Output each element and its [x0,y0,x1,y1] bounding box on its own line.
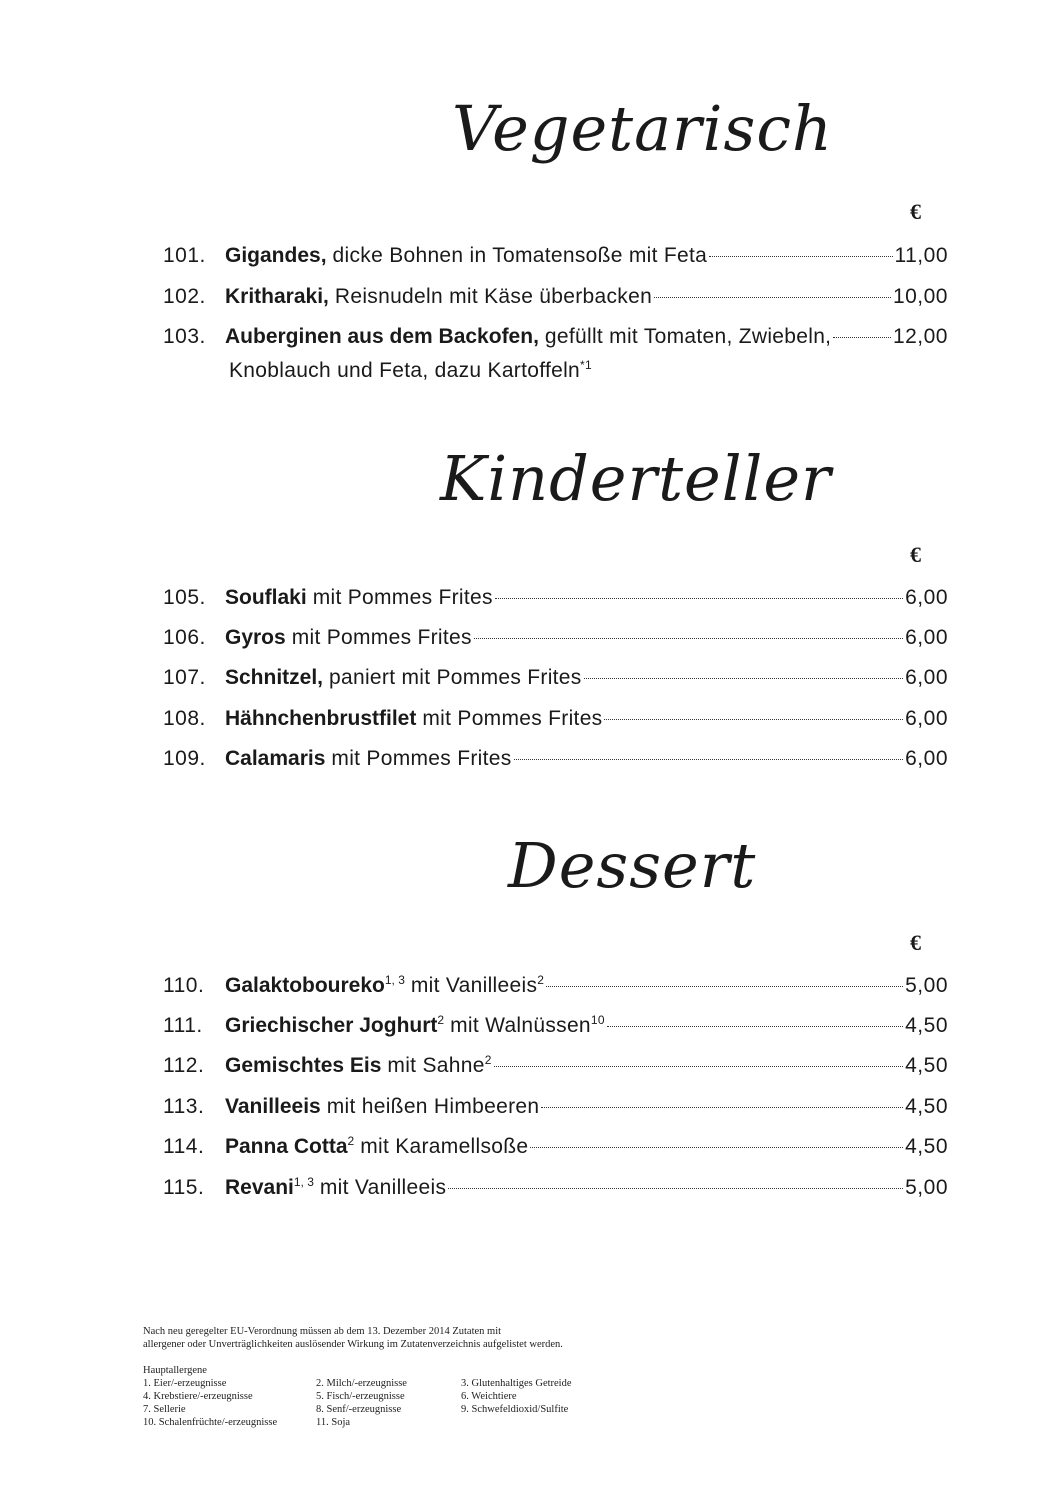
menu-item [163,241,948,271]
item-name: Vanilleeis [225,1095,321,1118]
menu-item [163,1132,948,1162]
section-title-vegetarisch: Vegetarisch [452,92,833,165]
item-name: Calamaris [225,747,326,770]
allergen-heading: Hauptallergene [143,1365,207,1376]
allergen-superscript: 2 [437,1013,445,1027]
item-description: mit Vanilleeis [319,1176,447,1199]
item-number: 114. [163,1135,205,1158]
item-number: 106. [163,626,206,649]
leader-dots [530,1146,903,1148]
menu-item [163,971,948,1001]
item-number: 108. [163,707,206,730]
leader-dots [474,637,903,639]
item-description [405,971,544,1001]
item-number: 112. [163,1054,205,1077]
item-price: 4,50 [905,1135,948,1158]
item-name: Souflaki [225,586,307,609]
allergen-superscript: 10 [590,1013,605,1027]
item-description [444,1011,605,1041]
item-name-text: Griechischer Joghurt [225,1014,438,1037]
item-price: 4,50 [905,1054,948,1077]
allergen-item [461,1416,631,1429]
allergen-superscript: 1, 3 [293,1175,314,1189]
item-description: Reisnudeln mit Käse überbacken [334,285,653,308]
leader-dots [709,255,892,257]
menu-item [163,282,948,312]
leader-dots [448,1187,903,1189]
leader-dots [494,1065,903,1067]
item-name [225,1132,354,1162]
leader-dots [604,718,903,720]
continuation-text: Knoblauch und Feta, dazu Kartoffeln [229,359,581,382]
item-name: Gigandes, [225,244,327,267]
leader-dots [584,677,904,679]
item-name [225,1173,314,1203]
leader-dots [833,336,891,338]
item-description-text: mit Vanilleeis [410,974,538,997]
allergen-item: 11. Soja [316,1417,351,1428]
item-name: Gemischtes Eis [225,1054,382,1077]
menu-item [163,704,948,734]
menu-item [163,744,948,774]
item-price: 6,00 [905,747,948,770]
item-price: 12,00 [892,325,948,348]
allergen-item: 2. Milch/-erzeugnisse [316,1378,407,1389]
item-number: 101. [163,244,206,267]
item-name-text: Galaktoboureko [225,974,385,997]
allergen-item: 10. Schalenfrüchte/-erzeugnisse [143,1417,278,1428]
allergen-item: 1. Eier/-erzeugnisse [143,1378,227,1389]
item-name: Schnitzel, [225,666,324,689]
item-description-text: mit Sahne [387,1054,485,1077]
item-description: mit Pommes Frites [422,707,603,730]
item-price: 4,50 [905,1014,948,1037]
menu-item [163,583,948,613]
item-description: mit heißen Himbeeren [326,1095,540,1118]
item-name [225,971,405,1001]
menu-item [163,1051,948,1081]
item-price: 6,00 [905,666,948,689]
menu-item [163,663,948,693]
allergen-item: 8. Senf/-erzeugnisse [316,1404,402,1415]
item-name: Hähnchenbrustfilet [225,707,417,730]
item-description: gefüllt mit Tomaten, Zwiebeln, [544,325,832,348]
allergen-superscript: 2 [484,1053,492,1067]
item-price: 11,00 [894,244,948,267]
item-price: 4,50 [905,1095,948,1118]
item-description: mit Karamellsoße [360,1135,529,1158]
leader-dots [546,985,903,987]
item-description-continuation [229,356,592,386]
allergen-superscript: 2 [537,973,545,987]
item-description: mit Pommes Frites [312,586,493,609]
leader-dots [495,597,903,599]
menu-item [163,1173,948,1203]
item-number: 102. [163,285,206,308]
item-number: 113. [163,1095,205,1118]
allergen-item: 6. Weichtiere [461,1391,517,1402]
menu-item [163,1092,948,1122]
menu-item [163,322,948,352]
item-number: 110. [163,974,205,997]
allergen-superscript: 1, 3 [384,973,405,987]
item-number: 105. [163,586,206,609]
allergen-list [143,1377,631,1429]
leader-dots [541,1106,903,1108]
item-price: 5,00 [905,974,948,997]
item-description: mit Pommes Frites [331,747,512,770]
allergen-item: 7. Sellerie [143,1404,186,1415]
currency-symbol: € [910,542,921,567]
allergen-footer [143,1325,631,1429]
item-name: Gyros [225,626,286,649]
item-name-text: Panna Cotta [225,1135,348,1158]
item-number: 111. [163,1014,203,1037]
item-price: 5,00 [905,1176,948,1199]
section-title-kinderteller: Kinderteller [440,442,832,515]
allergen-item: 4. Krebstiere/-erzeugnisse [143,1391,253,1402]
currency-symbol: € [910,930,921,955]
leader-dots [607,1025,903,1027]
item-name: Kritharaki, [225,285,329,308]
eu-notice-line-1: Nach neu geregelter EU-Verordnung müssen ab dem 13. Dezember 2014 Zutaten mit [143,1326,502,1337]
menu-item [163,1011,948,1041]
allergen-item: 5. Fisch/-erzeugnisse [316,1391,405,1402]
item-price: 6,00 [905,707,948,730]
item-number: 103. [163,325,206,348]
allergen-superscript: 2 [347,1134,355,1148]
item-description: paniert mit Pommes Frites [329,666,582,689]
section-title-dessert: Dessert [508,829,757,902]
leader-dots [514,758,904,760]
item-number: 115. [163,1176,205,1199]
item-price: 6,00 [905,586,948,609]
item-description: dicke Bohnen in Tomatensoße mit Feta [332,244,708,267]
item-description-text: mit Walnüssen [450,1014,591,1037]
item-description [381,1051,491,1081]
allergen-item: 9. Schwefeldioxid/Sulfite [461,1404,569,1415]
menu-item [163,623,948,653]
item-number: 107. [163,666,206,689]
item-name: Auberginen aus dem Backofen, [225,325,539,348]
item-number: 109. [163,747,206,770]
currency-symbol: € [910,199,921,224]
allergen-superscript: *1 [580,358,592,372]
item-name [225,1011,444,1041]
item-description: mit Pommes Frites [291,626,472,649]
item-price: 10,00 [892,285,948,308]
allergen-item: 3. Glutenhaltiges Getreide [461,1378,572,1389]
leader-dots [654,296,891,298]
item-price: 6,00 [905,626,948,649]
eu-notice-line-2: allergener oder Unverträglichkeiten auslösender Wirkung im Zutatenverzeichnis aufgelistet werden. [143,1339,563,1350]
item-name-text: Revani [225,1176,294,1199]
